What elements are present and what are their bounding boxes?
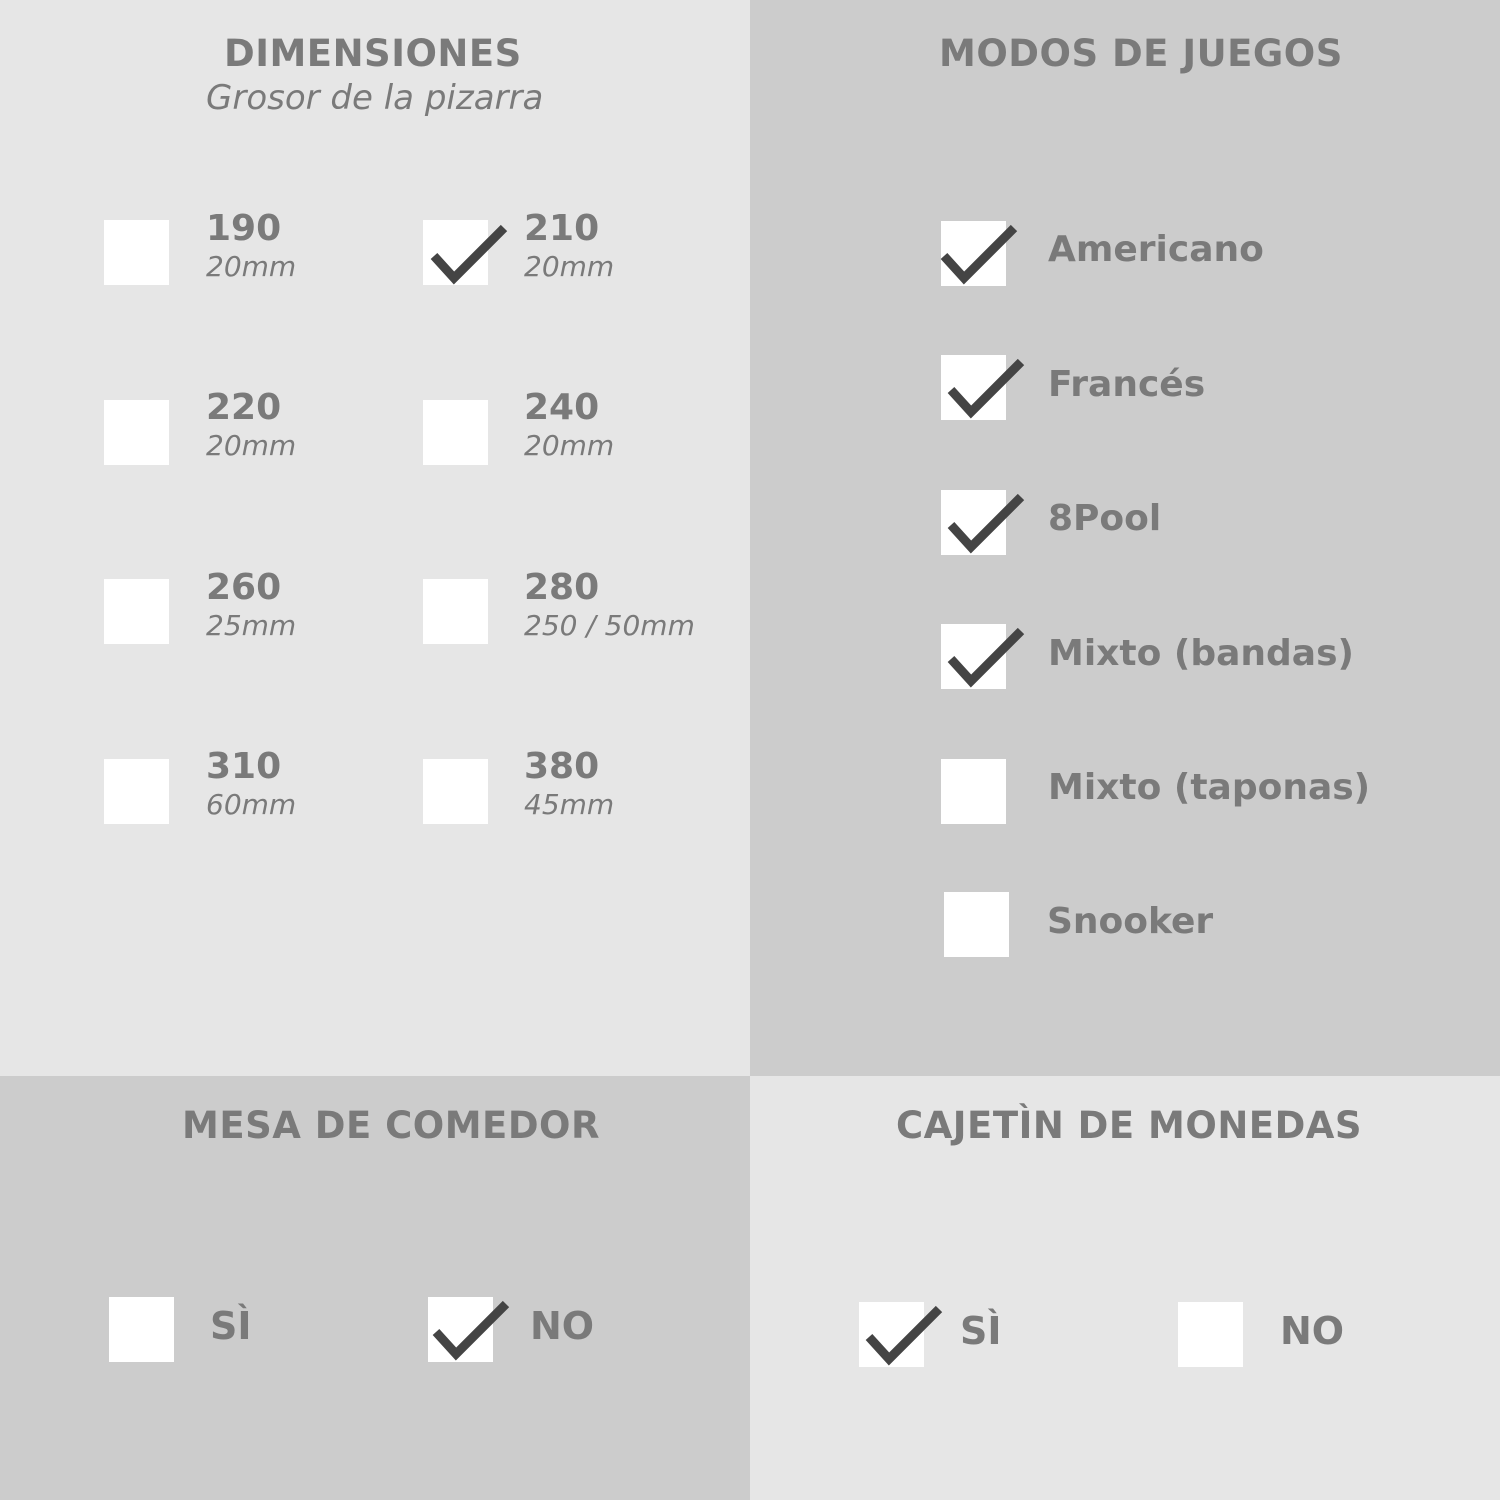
dim-size-label: 260 xyxy=(206,567,282,608)
dim-size-label: 280 xyxy=(524,567,600,608)
mode-label: Mixto (bandas) xyxy=(1048,633,1354,674)
dim-thickness-label: 20mm xyxy=(524,250,615,283)
checkbox-mixto-taponas[interactable] xyxy=(941,759,1006,824)
checkbox-americano[interactable] xyxy=(941,221,1006,286)
modos-panel xyxy=(750,0,1500,1076)
cajetin-option-label: NO xyxy=(1280,1309,1345,1353)
checkbox-frances[interactable] xyxy=(941,355,1006,420)
checkbox-dim-260[interactable] xyxy=(104,579,169,644)
checkbox-mesa-no[interactable] xyxy=(428,1297,493,1362)
checkbox-cajetin-no[interactable] xyxy=(1178,1302,1243,1367)
dim-thickness-label: 20mm xyxy=(206,429,297,462)
checkbox-mixto-bandas[interactable] xyxy=(941,624,1006,689)
checkbox-dim-380[interactable] xyxy=(423,759,488,824)
checkbox-dim-220[interactable] xyxy=(104,400,169,465)
mesa-option-label: NO xyxy=(530,1304,595,1348)
mode-label: Snooker xyxy=(1047,901,1214,942)
checkbox-dim-310[interactable] xyxy=(104,759,169,824)
checkbox-dim-190[interactable] xyxy=(104,220,169,285)
mesa-option-label: SÌ xyxy=(210,1304,252,1348)
dimensiones-panel xyxy=(0,0,750,1076)
dim-size-label: 310 xyxy=(206,746,282,787)
mesa-panel xyxy=(0,1076,750,1500)
dim-size-label: 220 xyxy=(206,387,282,428)
dim-thickness-label: 20mm xyxy=(524,429,615,462)
cajetin-title: CAJETÌN DE MONEDAS xyxy=(896,1104,1363,1147)
dim-thickness-label: 20mm xyxy=(206,250,297,283)
cajetin-panel xyxy=(750,1076,1500,1500)
checkbox-dim-210[interactable] xyxy=(423,220,488,285)
mesa-title: MESA DE COMEDOR xyxy=(182,1104,600,1147)
checkbox-mesa-si[interactable] xyxy=(109,1297,174,1362)
dimensiones-title: DIMENSIONES xyxy=(224,32,522,75)
dim-thickness-label: 250 / 50mm xyxy=(524,609,695,642)
dimensiones-subtitle: Grosor de la pizarra xyxy=(206,78,544,118)
checkbox-dim-280[interactable] xyxy=(423,579,488,644)
checkbox-8pool[interactable] xyxy=(941,490,1006,555)
dim-thickness-label: 60mm xyxy=(206,788,297,821)
mode-label: Francés xyxy=(1048,364,1206,405)
dim-thickness-label: 45mm xyxy=(524,788,615,821)
mode-label: Americano xyxy=(1048,229,1264,270)
dim-size-label: 210 xyxy=(524,208,600,249)
mode-label: Mixto (taponas) xyxy=(1048,767,1371,808)
mode-label: 8Pool xyxy=(1048,498,1162,539)
dim-size-label: 190 xyxy=(206,208,282,249)
checkbox-cajetin-si[interactable] xyxy=(859,1302,924,1367)
dim-size-label: 240 xyxy=(524,387,600,428)
dim-thickness-label: 25mm xyxy=(206,609,297,642)
checkbox-dim-240[interactable] xyxy=(423,400,488,465)
dim-size-label: 380 xyxy=(524,746,600,787)
modos-title: MODOS DE JUEGOS xyxy=(939,32,1343,75)
cajetin-option-label: SÌ xyxy=(960,1309,1002,1353)
checkbox-snooker[interactable] xyxy=(944,892,1009,957)
